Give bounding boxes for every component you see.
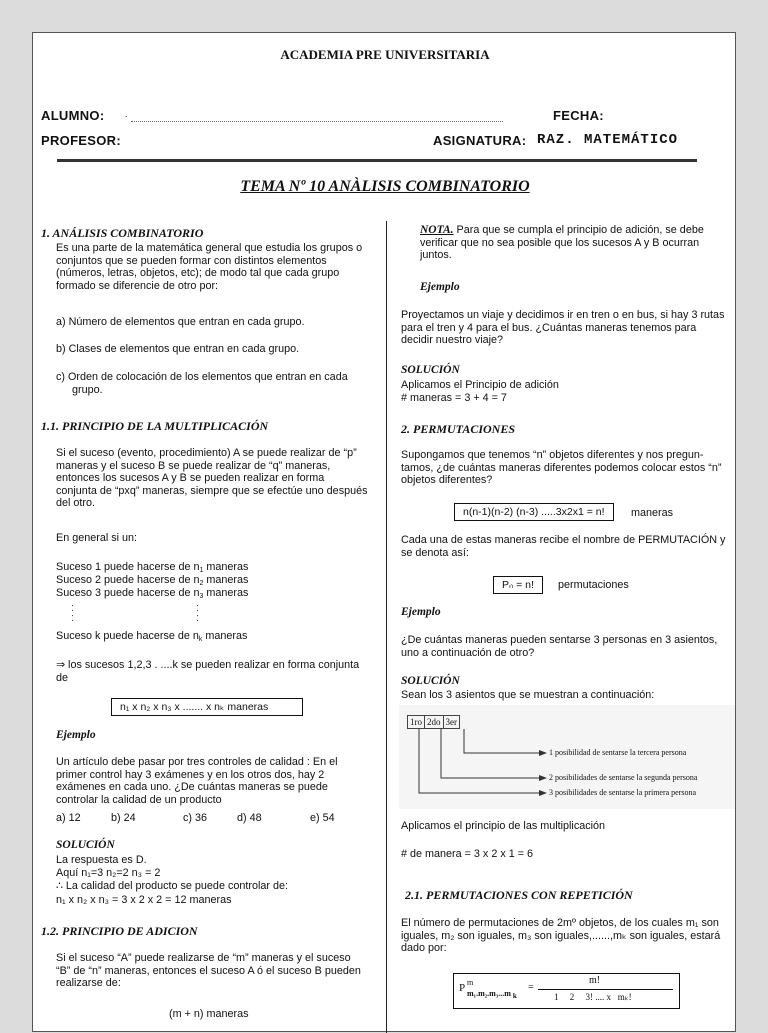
asignatura-value: RAZ. MATEMÁTICO <box>537 132 679 148</box>
seat-note-3: 3 posibilidades de sentarse la primera persona <box>549 788 697 797</box>
aplicamos-multiplicacion: Aplicamos el principio de las multiplicación <box>401 820 606 832</box>
section-1-1-text: Si el suceso (evento, procedimiento) A se puede realizar de “p” maneras y el suceso B se puede realizar de “q” maneras, entonces los sucesos A y B se pueden realizar en forma conjunta de “pxq” maneras, siempre que se efectúe uno después del otro. <box>56 447 368 509</box>
solucion-1-label: SOLUCIÓN <box>56 839 115 851</box>
permutation-formula-suffix: maneras <box>631 507 674 519</box>
rep-sub: m₁.m₂.m₃...m $_k$ <box>467 989 517 1000</box>
pn-label: permutaciones <box>558 579 629 591</box>
ellipsis-dots-2: : : <box>196 602 199 624</box>
solucion-3-label: SOLUCIÓN <box>401 675 460 687</box>
option-a: a) 12 <box>56 812 81 824</box>
solucion-2-line-2: # maneras = 3 + 4 = 7 <box>401 392 507 404</box>
nota-block: NOTA. Para que se cumpla el principio de adición, se debe verificar que no sea posible que los sucesos A y B ocurran juntos. <box>420 224 704 261</box>
section-2-heading: 2. PERMUTACIONES <box>401 422 516 436</box>
seat-note-1: 1 posibilidad de sentarse la tercera persona <box>549 748 687 757</box>
addition-formula: (m + n) maneras <box>169 1008 249 1020</box>
fecha-label: FECHA: <box>553 108 604 123</box>
alumno-value: . <box>125 109 128 119</box>
column-divider <box>386 221 387 1033</box>
rep-numerator: m! <box>589 975 601 986</box>
option-d: d) 48 <box>237 812 262 824</box>
section-2-text: Supongamos que tenemos “n” objetos diferentes y nos pregun-tamos, ¿de cuántas maneras diferentes podemos colocar estos “n” objetos diferentes? <box>401 449 722 486</box>
arrowhead-third <box>539 750 547 756</box>
list-item-c: c) Orden de colocación de los elementos que entran en cada grupo. <box>56 371 348 396</box>
arrowhead-first <box>539 790 547 796</box>
ejemplo-2-text: Proyectamos un viaje y decidimos ir en tren o en bus, si hay 3 rutas para el tren y 4 para el bus. ¿Cuántas maneras tenemos para decidir nuestro viaje? <box>401 309 725 346</box>
cada-text: Cada una de estas maneras recibe el nombre de PERMUTACIÓN y se denota así: <box>401 534 726 559</box>
alumno-label: ALUMNO: <box>41 108 105 123</box>
implies-text: ⇒ los sucesos 1,2,3 . ....k se pueden realizar en forma conjunta de <box>56 659 360 684</box>
permutation-formula: n(n-1)(n-2) (n-3) .....3x2x1 = n! <box>454 503 614 521</box>
seat-1: 1ro <box>407 715 425 729</box>
repetition-formula <box>453 973 680 1009</box>
rep-sup: m <box>467 978 474 987</box>
ejemplo-1-label: Ejemplo <box>56 729 96 741</box>
rep-denominator: 1 2 3! .... x mₖ! <box>554 992 632 1002</box>
ejemplo-2-label: Ejemplo <box>420 281 460 293</box>
asignatura-label: ASIGNATURA: <box>433 133 527 148</box>
list-item-b: b) Clases de elementos que entran en cada grupo. <box>56 343 300 355</box>
solucion-2-line-1: Aplicamos el Principio de adición <box>401 379 559 391</box>
list-item-a: a) Número de elementos que entran en cada grupo. <box>56 316 305 328</box>
seat-2: 2do <box>425 715 444 729</box>
multiplication-formula: n₁ x n₂ x n₃ x ....... x nₖ maneras <box>111 698 303 716</box>
solucion-1-line-3: ∴ La calidad del producto se puede controlar de: <box>56 880 288 892</box>
solucion-1-line-2: Aquí n₁=3 n₂=2 n₃ = 2 <box>56 867 161 879</box>
solucion-1-line-4: n₁ x n₂ x n₃ = 3 x 2 x 2 = 12 maneras <box>56 894 232 906</box>
section-1-2-text: Si el suceso “A” puede realizarse de “m” maneras y el suceso “B” de “n” maneras, entonces el suceso A ó el suceso B pueden realizarse de: <box>56 952 361 989</box>
arrowhead-second <box>539 775 547 781</box>
ejemplo-3-text: ¿De cuántas maneras pueden sentarse 3 personas en 3 asientos, uno a continuación de otro? <box>401 634 718 659</box>
seat-3: 3er <box>444 715 461 729</box>
suceso-2: Suceso 2 puede hacerse de $n_2$ maneras <box>56 574 249 587</box>
seat-diagram <box>399 705 735 809</box>
section-1-text: Es una parte de la matemática general que estudia los grupos o conjuntos que se pueden formar con distintos elementos (números, letras, objetos, etc); de modo tal que cada grupo formado se diferencie de otro por: <box>56 242 363 292</box>
rep-p: P <box>459 982 466 994</box>
header-rule <box>57 159 697 162</box>
suceso-1: Suceso 1 puede hacerse de $n_1$ maneras <box>56 561 249 574</box>
arrow-third <box>464 729 539 753</box>
ellipsis-dots: : : <box>71 602 74 624</box>
ejemplo-1-text: Un artículo debe pasar por tres controles de calidad : En el primer control hay 3 exámenes y en los otros dos, hay 2 exámenes en cada uno. ¿De cuántas maneras se puede controlar la calidad de un producto <box>56 756 338 806</box>
pn-formula: Pₙ = n! <box>493 576 543 594</box>
rep-fraction-bar <box>538 989 673 990</box>
solucion-1-line-1: La respuesta es D. <box>56 854 147 866</box>
worksheet-page <box>32 32 736 1032</box>
general-intro: En general si un: <box>56 532 138 544</box>
alumno-line <box>131 120 503 122</box>
profesor-label: PROFESOR: <box>41 133 121 148</box>
school-name: ACADEMIA PRE UNIVERSITARIA <box>280 47 490 62</box>
solucion-2-label: SOLUCIÓN <box>401 364 460 376</box>
rep-eq: = <box>528 982 534 993</box>
result-line: # de manera = 3 x 2 x 1 = 6 <box>401 848 534 860</box>
section-2-1-text: El número de permutaciones de 2mº objetos, de los cuales m₁ son iguales, m₂ son iguales, m₃ son iguales,......,mₖ son iguales, estará dado por: <box>401 917 721 954</box>
option-c: c) 36 <box>183 812 208 824</box>
section-2-1-heading: 2.1. PERMUTACIONES CON REPETICIÓN <box>405 888 633 902</box>
section-1-2-heading: 1.2. PRINCIPIO DE ADICION <box>41 924 198 938</box>
suceso-k: Suceso k puede hacerse de $n_k$ maneras <box>56 630 248 643</box>
option-b: b) 24 <box>111 812 136 824</box>
arrow-first <box>419 729 539 793</box>
ejemplo-3-label: Ejemplo <box>401 606 441 618</box>
section-1-1-heading: 1.1. PRINCIPIO DE LA MULTIPLICACIÓN <box>41 419 269 433</box>
option-e: e) 54 <box>310 812 335 824</box>
solucion-3-text: Sean los 3 asientos que se muestran a continuación: <box>401 689 655 701</box>
seat-note-2: 2 posibilidades de sentarse la segunda persona <box>549 773 698 782</box>
page-title: TEMA Nº 10 ANÀLISIS COMBINATORIO <box>240 178 530 195</box>
suceso-3: Suceso 3 puede hacerse de $n_3$ maneras <box>56 587 249 600</box>
section-1-heading: 1. ANÁLISIS COMBINATORIO <box>41 226 204 240</box>
